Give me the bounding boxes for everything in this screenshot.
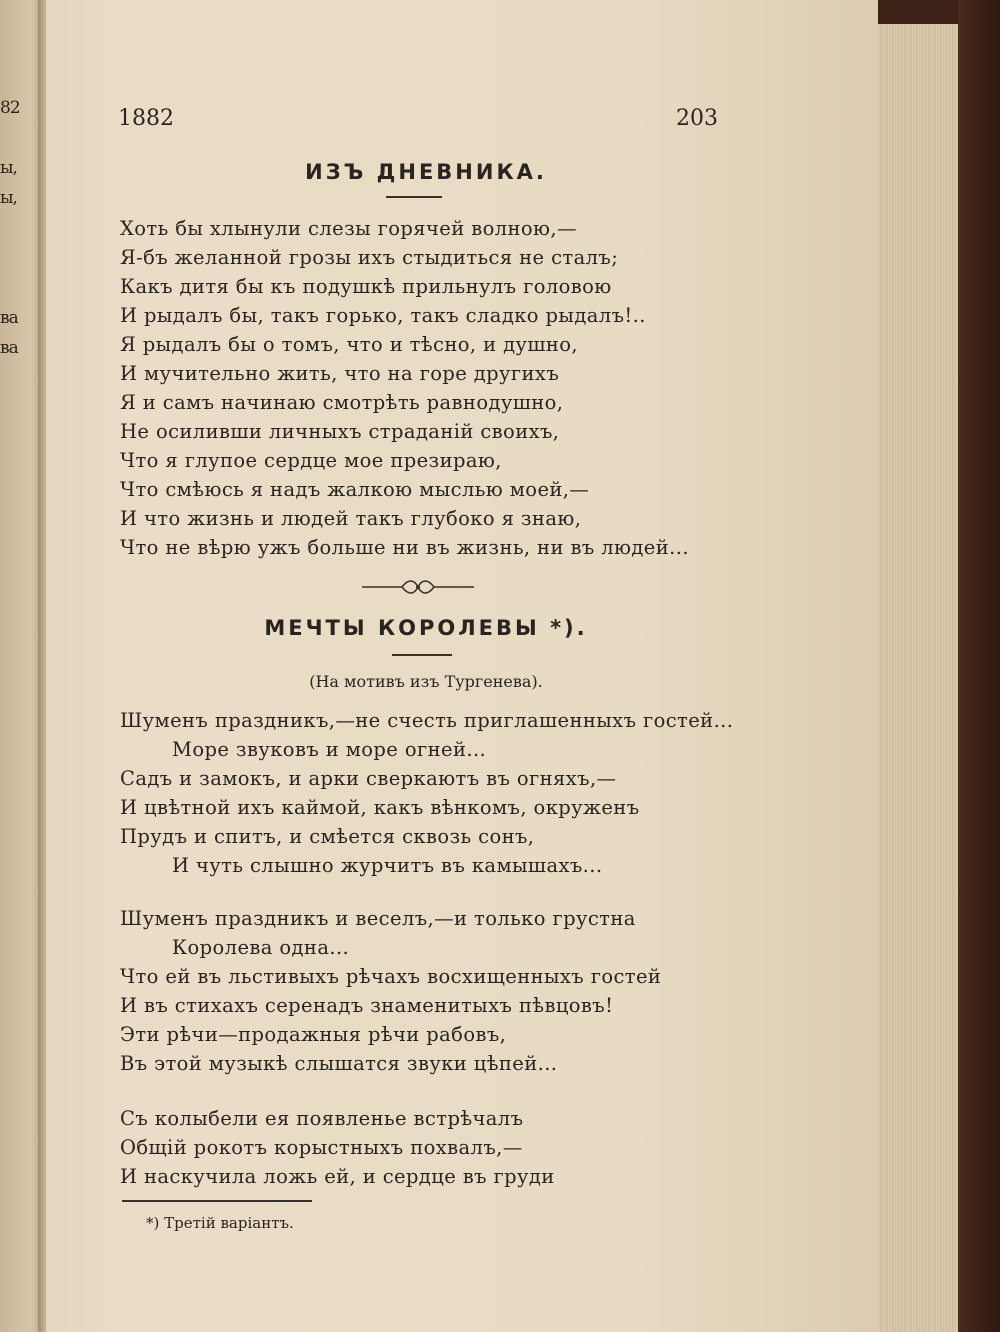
header-year: 1882 (118, 106, 174, 131)
page-edges (878, 20, 960, 1332)
running-header (118, 106, 718, 136)
poem-line: Что не вѣрю ужъ больше ни въ жизнь, ни въ людей... (120, 536, 689, 559)
poem-line: Что я глупое сердце мое презираю, (120, 449, 502, 472)
section-divider-ornament (362, 577, 474, 597)
poem2-stanza-3 (120, 1104, 760, 1191)
title-rule (386, 196, 442, 198)
poem-line: И что жизнь и людей такъ глубоко я знаю, (120, 507, 582, 530)
poem-line: Я и самъ начинаю смотрѣть равнодушно, (120, 391, 564, 414)
book-page (46, 0, 882, 1332)
poem-line: Не осиливши личныхъ страданій своихъ, (120, 420, 560, 443)
poem-line: Съ колыбели ея появленье встрѣчалъ (120, 1107, 524, 1130)
poem-line: И рыдалъ бы, такъ горько, такъ сладко рыдалъ!.. (120, 304, 646, 327)
poem-line: Море звуковъ и море огней... (172, 738, 487, 761)
poem-line: Эти рѣчи—продажныя рѣчи рабовъ, (120, 1023, 507, 1046)
poem-line: Прудъ и спитъ, и смѣется сквозь сонъ, (120, 825, 535, 848)
poem2-stanza-1 (120, 706, 760, 880)
poem-line: И цвѣтной ихъ каймой, какъ вѣнкомъ, окруженъ (120, 796, 640, 819)
poem2-title: МЕЧТЫ КОРОЛЕВЫ *). (264, 616, 588, 640)
footnote-rule (122, 1200, 312, 1202)
poem-line: И въ стихахъ серенадъ знаменитыхъ пѣвцовъ! (120, 994, 614, 1017)
poem-line: Хоть бы хлынули слезы горячей волною,— (120, 217, 577, 240)
left-page-fragment: ы, (0, 158, 17, 178)
poem-line: Садъ и замокъ, и арки сверкаютъ въ огняхъ,— (120, 767, 617, 790)
footnote: *) Третій варіантъ. (146, 1214, 294, 1232)
poem-line: И наскучила ложь ей, и сердце въ груди (120, 1165, 555, 1188)
poem1-body (120, 214, 760, 562)
poem-line: Что ей въ льстивыхъ рѣчахъ восхищенныхъ гостей (120, 965, 662, 988)
poem2-subtitle: (На мотивъ изъ Тургенева). (309, 672, 543, 691)
poem-line: Шуменъ праздникъ и веселъ,—и только грустна (120, 907, 636, 930)
poem-line: Шуменъ праздникъ,—не счесть приглашенныхъ гостей... (120, 709, 734, 732)
poem-line: Какъ дитя бы къ подушкѣ прильнулъ головою (120, 275, 612, 298)
left-page-fragment: ы, (0, 188, 17, 208)
poem-line: Въ этой музыкѣ слышатся звуки цѣпей... (120, 1052, 558, 1075)
poem-line: Что смѣюсь я надъ жалкою мыслью моей,— (120, 478, 590, 501)
poem-line: Я-бъ желанной грозы ихъ стыдиться не сталъ; (120, 246, 619, 269)
title-rule (392, 654, 452, 656)
poem-line: Общій рокотъ корыстныхъ похвалъ,— (120, 1136, 523, 1159)
left-page-fragment: ва (0, 338, 18, 358)
poem-line: И чуть слышно журчитъ въ камышахъ... (172, 854, 603, 877)
poem-line: И мучительно жить, что на горе другихъ (120, 362, 560, 385)
poem-line: Я рыдалъ бы о томъ, что и тѣсно, и душно, (120, 333, 579, 356)
left-page-fragment: ва (0, 308, 18, 328)
left-page-fragment: 82 (0, 98, 20, 118)
page-number: 203 (676, 106, 718, 131)
poem1-title: ИЗЪ ДНЕВНИКА. (305, 160, 547, 184)
book-cover (958, 0, 1000, 1332)
poem-line: Королева одна... (172, 936, 350, 959)
poem2-stanza-2 (120, 904, 760, 1078)
